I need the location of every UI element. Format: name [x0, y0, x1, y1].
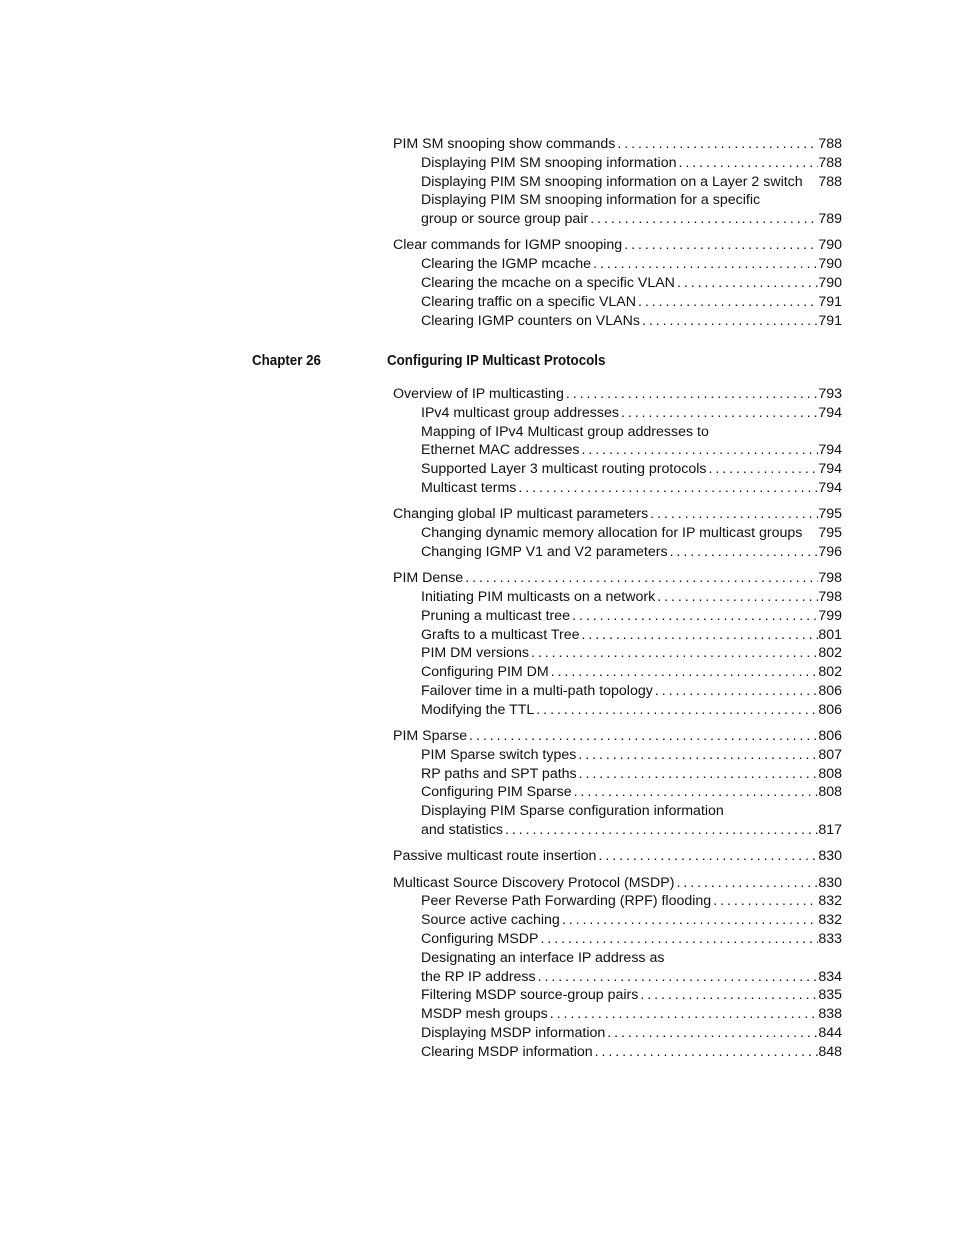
dot-leader — [706, 460, 818, 479]
toc-entry-sub[interactable] — [393, 682, 842, 701]
toc-entry-title: Changing IGMP V1 and V2 parameters — [421, 543, 668, 560]
toc-entry-main[interactable] — [393, 874, 842, 893]
toc-entry-sub[interactable] — [393, 543, 842, 562]
dot-leader — [677, 154, 819, 173]
toc-page-number: 806 — [818, 728, 842, 745]
dot-leader — [580, 441, 819, 460]
dot-leader — [564, 385, 818, 404]
toc-page-number: 832 — [818, 893, 842, 910]
toc-entry-title: group or source group pair — [421, 211, 589, 228]
toc-group — [393, 847, 842, 866]
toc-entry-sub[interactable] — [393, 986, 842, 1005]
toc-entry-title: IPv4 multicast group addresses — [421, 404, 619, 421]
toc-page-number: 801 — [818, 626, 842, 643]
toc-entry-main[interactable] — [393, 505, 842, 524]
toc-entry-main[interactable] — [393, 569, 842, 588]
toc-page-number: 794 — [818, 404, 842, 421]
toc-entry-title: Clearing the mcache on a specific VLAN — [421, 275, 675, 292]
toc-entry-sub[interactable] — [393, 404, 842, 423]
toc-entry-sub[interactable] — [393, 783, 842, 802]
dot-leader — [605, 1024, 818, 1043]
toc-entry-sub[interactable] — [393, 210, 842, 229]
toc-entry-sub[interactable] — [393, 644, 842, 663]
toc-page-number: 834 — [818, 968, 842, 985]
toc-entry-title: Clear commands for IGMP snooping — [393, 237, 623, 254]
toc-page-number: 808 — [818, 784, 842, 801]
toc-entry-title: MSDP mesh groups — [421, 1006, 548, 1023]
toc-entry-sub[interactable] — [393, 626, 842, 645]
dot-leader — [593, 1043, 819, 1062]
toc-entry-title: PIM SM snooping show commands — [393, 136, 616, 152]
dot-leader — [572, 783, 819, 802]
toc-entry-sub[interactable] — [393, 460, 842, 479]
toc-entry-title: and statistics — [421, 822, 504, 839]
toc-entry-title: Peer Reverse Path Forwarding (RPF) flooding — [421, 893, 712, 910]
toc-entry-title: Modifying the TTL — [421, 701, 535, 718]
dot-leader — [467, 727, 818, 746]
toc-page-number: 802 — [818, 645, 842, 662]
chapter-label: Chapter 26 — [252, 353, 321, 369]
toc-entry-title: the RP IP address — [421, 968, 536, 985]
toc-entry-title: Initiating PIM multicasts on a network — [421, 588, 656, 605]
dot-leader — [576, 746, 818, 765]
dot-leader — [549, 663, 819, 682]
toc-page-number: 817 — [818, 822, 842, 839]
toc-entry-title: Displaying PIM SM snooping information on a Layer 2 switch — [421, 173, 803, 190]
toc-entry-sub[interactable] — [393, 154, 842, 173]
toc-entry-sub[interactable] — [393, 765, 842, 784]
chapter-title: Configuring IP Multicast Protocols — [387, 353, 606, 369]
dot-leader — [653, 682, 818, 701]
toc-entry-sub[interactable] — [393, 1005, 842, 1024]
dot-leader — [588, 210, 818, 229]
toc-page-number: 799 — [818, 607, 842, 624]
toc-group — [393, 505, 842, 561]
dot-leader — [534, 701, 818, 720]
toc-entry-main[interactable] — [393, 135, 842, 154]
toc-entry-title: Overview of IP multicasting — [393, 386, 564, 402]
dot-leader — [596, 847, 818, 866]
toc-group — [393, 236, 842, 330]
toc-entry-sub[interactable] — [393, 524, 842, 543]
dot-leader — [579, 626, 818, 645]
dot-leader — [591, 255, 818, 274]
toc-entry-title: Clearing the IGMP mcache — [421, 256, 592, 273]
toc-entry-title-line1: Displaying PIM Sparse configuration information — [421, 803, 724, 820]
dot-leader — [560, 911, 819, 930]
toc-page-number: 794 — [818, 442, 842, 459]
toc-entry-main[interactable] — [393, 727, 842, 746]
dot-leader — [636, 293, 818, 312]
toc-entry-title: RP paths and SPT paths — [421, 765, 577, 782]
dot-leader — [648, 505, 818, 524]
toc-page-number: 808 — [818, 765, 842, 782]
toc-page-number: 807 — [818, 746, 842, 763]
toc-entry-main[interactable] — [393, 385, 842, 404]
toc-page-number: 788 — [818, 154, 842, 171]
toc-page-number: 806 — [818, 682, 842, 699]
toc-page-number: 790 — [818, 256, 842, 273]
dot-leader — [577, 765, 819, 784]
toc-entry-title: Clearing MSDP information — [421, 1043, 593, 1060]
dot-leader — [615, 135, 818, 154]
toc-entry-title: Grafts to a multicast Tree — [421, 626, 580, 643]
toc-page-number: 794 — [818, 479, 842, 496]
toc-entry-sub[interactable] — [393, 968, 842, 987]
dot-leader — [668, 543, 819, 562]
toc-entry-sub[interactable] — [393, 1043, 842, 1062]
toc-entry-title-line1: Displaying PIM SM snooping information for a specific — [421, 192, 761, 209]
toc-page-number: 790 — [818, 237, 842, 254]
toc-page-number: 830 — [818, 848, 842, 865]
toc-entry-main[interactable] — [393, 236, 842, 255]
toc-page-number: 833 — [818, 931, 842, 948]
toc-entry-title-line1: Designating an interface IP address as — [421, 949, 665, 966]
dot-leader — [548, 1005, 819, 1024]
toc-page-number: 798 — [818, 588, 842, 605]
toc-entry-title: Multicast terms — [421, 479, 517, 496]
toc-entry-title: Displaying MSDP information — [421, 1025, 606, 1041]
toc-page-number: 793 — [818, 386, 842, 402]
toc-group — [393, 874, 842, 1062]
toc-page-number: 788 — [818, 136, 842, 152]
toc-entry-title: Ethernet MAC addresses — [421, 442, 580, 459]
toc-entry-sub[interactable] — [393, 701, 842, 720]
toc-page-number: 802 — [818, 664, 842, 681]
toc-entry-sub[interactable] — [393, 173, 842, 192]
dot-leader — [529, 644, 818, 663]
dot-leader — [516, 479, 818, 498]
toc-page-number: 795 — [818, 506, 842, 523]
toc-entry-title: Multicast Source Discovery Protocol (MSDP) — [393, 874, 675, 891]
toc-page-number: 796 — [818, 543, 842, 560]
toc-entry-title: Changing global IP multicast parameters — [393, 506, 649, 523]
dot-leader — [619, 404, 818, 423]
toc-page-number: 788 — [818, 173, 842, 190]
toc-entry-title: Clearing traffic on a specific VLAN — [421, 293, 637, 310]
toc-entry-sub[interactable] — [393, 930, 842, 949]
dot-leader — [503, 821, 818, 840]
toc-page-number: 806 — [818, 701, 842, 718]
toc-entry-title: Configuring MSDP — [421, 931, 539, 948]
toc-entry-sub[interactable] — [393, 663, 842, 682]
toc-entry-title: Clearing IGMP counters on VLANs — [421, 312, 640, 329]
toc-page-number: 838 — [818, 1006, 842, 1023]
toc-page-number: 832 — [818, 912, 842, 929]
toc-entry-sub[interactable] — [393, 312, 842, 331]
toc-entry-sub[interactable] — [393, 255, 842, 274]
toc-page-number: 835 — [818, 987, 842, 1004]
toc-page-number: 791 — [818, 312, 842, 329]
toc-entry-title: Filtering MSDP source-group pairs — [421, 987, 639, 1004]
toc-entry-main[interactable] — [393, 847, 842, 866]
toc-entry-sub[interactable] — [393, 293, 842, 312]
toc-entry-title: Configuring PIM Sparse — [421, 784, 572, 801]
dot-leader — [570, 607, 818, 626]
toc-page-number: 789 — [818, 211, 842, 228]
dot-leader — [539, 930, 819, 949]
toc-section-chapter-26 — [393, 385, 842, 1062]
toc-page-number: 795 — [818, 525, 842, 542]
toc-group — [393, 569, 842, 719]
toc-page-number: 794 — [818, 461, 842, 478]
toc-group — [393, 727, 842, 840]
toc-entry-sub[interactable] — [393, 911, 842, 930]
toc-page-number: 798 — [818, 570, 842, 587]
dot-leader — [675, 274, 818, 293]
toc-entry-sub[interactable] — [393, 1024, 842, 1043]
toc-entry-title: Supported Layer 3 multicast routing protocols — [421, 461, 707, 478]
toc-entry-sub[interactable] — [393, 607, 842, 626]
dot-leader — [655, 588, 818, 607]
toc-entry-title: Passive multicast route insertion — [393, 848, 597, 865]
toc-entry-sub[interactable] — [393, 892, 842, 911]
toc-entry-title-line1: Mapping of IPv4 Multicast group addresses to — [421, 423, 709, 440]
toc-entry-title: Changing dynamic memory allocation for IP multicast groups — [421, 525, 803, 542]
toc-entry-sub[interactable] — [393, 274, 842, 293]
dot-leader — [640, 312, 818, 331]
dot-leader — [674, 874, 818, 893]
toc-entry-title: PIM Sparse — [393, 728, 468, 745]
toc-group — [393, 385, 842, 498]
toc-group — [393, 135, 842, 229]
toc-entry-sub[interactable] — [393, 479, 842, 498]
toc-entry-title: Failover time in a multi-path topology — [421, 682, 653, 699]
toc-page-number: 848 — [818, 1043, 842, 1060]
dot-leader — [711, 892, 818, 911]
toc-entry-title: Source active caching — [421, 912, 560, 929]
toc-entry-sub[interactable] — [393, 441, 842, 460]
toc-section-top — [393, 135, 842, 330]
dot-leader — [463, 569, 818, 588]
dot-leader — [638, 986, 818, 1005]
toc-entry-title: Configuring PIM DM — [421, 664, 549, 681]
toc-page-number: 844 — [818, 1025, 842, 1041]
toc-page-number: 790 — [818, 275, 842, 292]
toc-entry-title: Pruning a multicast tree — [421, 607, 571, 624]
dot-leader — [536, 968, 819, 987]
toc-entry-sub[interactable] — [393, 588, 842, 607]
toc-page-number: 830 — [818, 874, 842, 891]
toc-entry-title: PIM DM versions — [421, 645, 529, 662]
toc-entry-title: PIM Sparse switch types — [421, 746, 577, 763]
toc-entry-sub[interactable] — [393, 746, 842, 765]
toc-entry-title: PIM Dense — [393, 570, 464, 587]
dot-leader — [622, 236, 818, 255]
toc-page-number: 791 — [818, 293, 842, 310]
toc-entry-title: Displaying PIM SM snooping information — [421, 154, 677, 171]
toc-entry-sub[interactable] — [393, 821, 842, 840]
